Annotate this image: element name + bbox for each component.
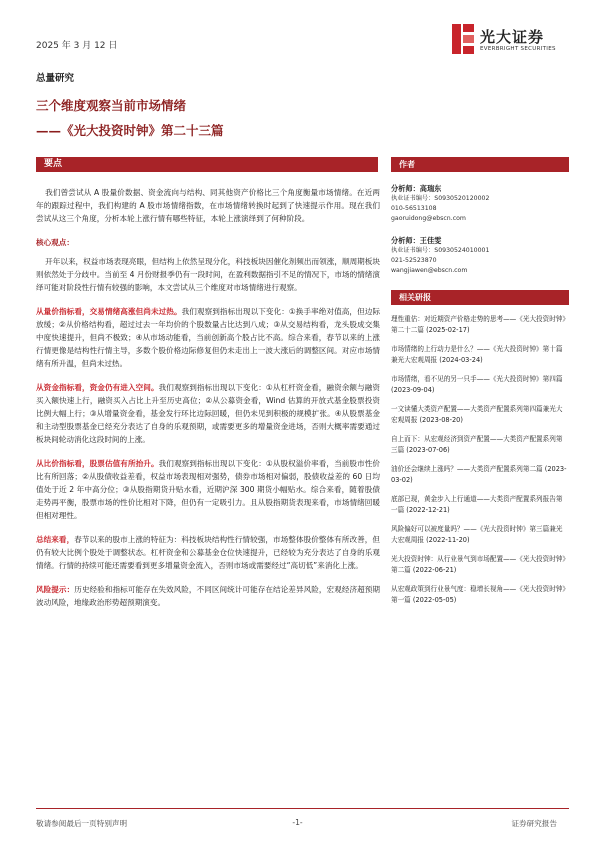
intro-paragraph: 我们曾尝试从 A 股量价数据、资金流向与结构、同其他资产价格比三个角度衡量市场情绪。在近两年的跟踪过程中，我们构建的 A 股市场情绪指数，在市场情绪转换时起到了快速提示作用。现在我们尝试从这三个角度，分析本轮上涨行情有哪些特征，本轮上涨演绎到了何种阶段。 (36, 188, 380, 223)
report-subtitle: ——《光大投资时钟》第二十三篇 (36, 123, 224, 138)
related-report-link[interactable]: 光大投资时钟：从行业景气到市场配置——《光大投资时钟》第二篇 (2022-06-21) (391, 555, 566, 574)
brand-logo-icon (452, 24, 474, 54)
related-report-link[interactable]: 风险偏好可以被度量吗？——《光大投资时钟》第三篇兼光大宏观周报 (2022-11-20) (391, 525, 563, 544)
point-text: 我们观察到指标出现以下变化：①换手率绝对值高，但边际放缓；②从价格结构看，超过过去一年均价的个股数量占比达到八成；③从交易结构看，龙头股成交集中度快速提升，但尚不极致；④从市场动能看，当前创新高个股占比不高。综合来看，春节以来的上涨行情更像是结构性行情主导，多数个股价格边际修复但仍未走出上一波大涨后的调整区间。对应市场情绪有所升温，但尚未过热。 (36, 307, 380, 368)
footer-report-type: 证券研究报告 (511, 819, 557, 828)
related-report-link[interactable]: 理性重估：对近期资产价格走势的思考——《光大投资时钟》第二十二篇 (2025-02-17) (391, 315, 566, 334)
point-text: 春节以来的股市上涨的特征为：科技板块结构性行情较强，市场整体股价整体有所改善，但仍有较大比例个股处于调整状态。杠杆资金和公募基金仓位快速提升，已经较为充分表达了自身的乐观情绪。行情的持续可能还需要看到更多增量资金流入，否则市场或需要经过“高切低”来消化上涨。 (36, 535, 381, 570)
author-heading: 作者 (391, 157, 569, 172)
point-text: 我们观察到指标出现以下变化：①从股权溢价率看，当前股市性价比有所回落；②从股债收益差看，权益市场表现相对强势，债券市场相对偏弱，股债收益差的 60 日均值处于近 2 年中高分位；③从股指期货升贴水看，近期沪深 300 期货小幅贴水。综合来看，随着股债走势再平衡，股票市场的性价比相对下降，但仍有一定吸引力。且从股指期货表现来看，市场情绪回暖但相对理性。 (36, 459, 381, 520)
brand-name: 光大证券 (480, 28, 545, 46)
related-report-link[interactable]: 一文读懂大类资产配置——大类资产配置系列第四篇兼光大宏观周报 (2023-08-20) (391, 405, 563, 424)
author-cert: 执业证书编号：S0930524010001 (391, 247, 490, 254)
author-name: 分析师：王佳雯 (391, 236, 442, 245)
page-number: -1- (292, 818, 303, 827)
point-paragraph (36, 381, 380, 446)
author-email[interactable]: wangjiawen@ebscn.com (391, 267, 468, 274)
point-text: 我们观察到指标出现以下变化：①从杠杆资金看，融资余额与融资买入额快速上行，融资买入占比上升至历史高位；②从公募资金看，Wind 估算的开放式基金股票投资比例大幅上行；③从增量资金看，基金发行环比边际回暖，但仍未见到积极的规模扩张。④从股票基金和主动型股票基金已经充分表达了自身的乐观预期，或需要更多的增量资金进场，否则大概率需要通过板块间轮动消化这段时间的上涨。 (36, 383, 381, 444)
author-cert: 执业证书编号：S0930520120002 (391, 195, 490, 202)
point-heading: 从比价指标看，股票估值有所抬升。 (36, 459, 159, 468)
point-heading: 从量价指标看，交易情绪高涨但尚未过热。 (36, 307, 182, 316)
point-paragraph (36, 533, 380, 572)
author-phone: 010-56513108 (391, 205, 437, 212)
author-block (391, 184, 569, 224)
risk-paragraph (36, 583, 380, 609)
core-paragraph: 开年以来，权益市场表现亮眼，但结构上依然呈现分化，科技板块因催化剂频出而领涨，顺周期板块则依然处于分歧中。当前至 4 月份财报季仍有一段时间，在盈利数据指引不足的情况下，市场的情绪演绎可能对阶段性行情有较强的影响，本文尝试从三个维度对市场情绪进行观察。 (36, 257, 380, 292)
brand-name-en: EVERBRIGHT SECURITIES (480, 46, 556, 52)
report-date: 2025 年 3 月 12 日 (36, 41, 118, 51)
author-email[interactable]: gaoruidong@ebscn.com (391, 215, 466, 222)
footer-disclaimer[interactable]: 敬请参阅最后一页特别声明 (36, 819, 128, 828)
brand-logo (452, 24, 572, 60)
related-report-link[interactable]: 自上而下：从宏观经济到资产配置——大类资产配置系列第三篇 (2023-07-06) (391, 435, 563, 454)
related-heading: 相关研报 (391, 290, 569, 305)
related-report-link[interactable]: 从宏观政策到行业景气度：稳增长视角——《光大投资时钟》第一篇 (2022-05-05) (391, 585, 566, 604)
author-phone: 021-52523870 (391, 257, 437, 264)
author-name: 分析师：高瑞东 (391, 184, 442, 193)
point-heading: 从资金指标看，资金仍有进入空间。 (36, 383, 159, 392)
point-paragraph (36, 457, 380, 522)
risk-text: 历史经验和指标可能存在失效风险，不同区间统计可能存在结论差异风险，宏观经济超预期波动风险，地缘政治形势超预期演变。 (36, 585, 381, 607)
related-report-link[interactable]: 市场情绪的上行动力是什么？——《光大投资时钟》第十篇兼光大宏观周报 (2024-03-24) (391, 345, 563, 364)
main-content (36, 186, 380, 620)
related-report-link[interactable]: 底部已现，黄金步入上行通道——大类资产配置系列报告第一篇 (2022-12-21) (391, 495, 563, 514)
point-heading: 总结来看， (36, 535, 75, 544)
author-block (391, 236, 569, 276)
risk-heading: 风险提示： (36, 585, 75, 594)
summary-heading: 要点 (36, 157, 378, 172)
point-paragraph (36, 305, 380, 370)
related-report-link[interactable]: 油价还会继续上涨吗？——大类资产配置系列第二篇 (2023-03-02) (391, 465, 567, 484)
report-title: 三个维度观察当前市场情绪 (36, 98, 187, 113)
sidebar (391, 157, 569, 605)
report-category: 总量研究 (36, 73, 75, 84)
core-heading: 核心观点： (36, 238, 74, 247)
related-report-link[interactable]: 市场情绪，看不见的另一只手——《光大投资时钟》第四篇 (2023-09-04) (391, 375, 563, 394)
footer-divider (36, 808, 569, 809)
